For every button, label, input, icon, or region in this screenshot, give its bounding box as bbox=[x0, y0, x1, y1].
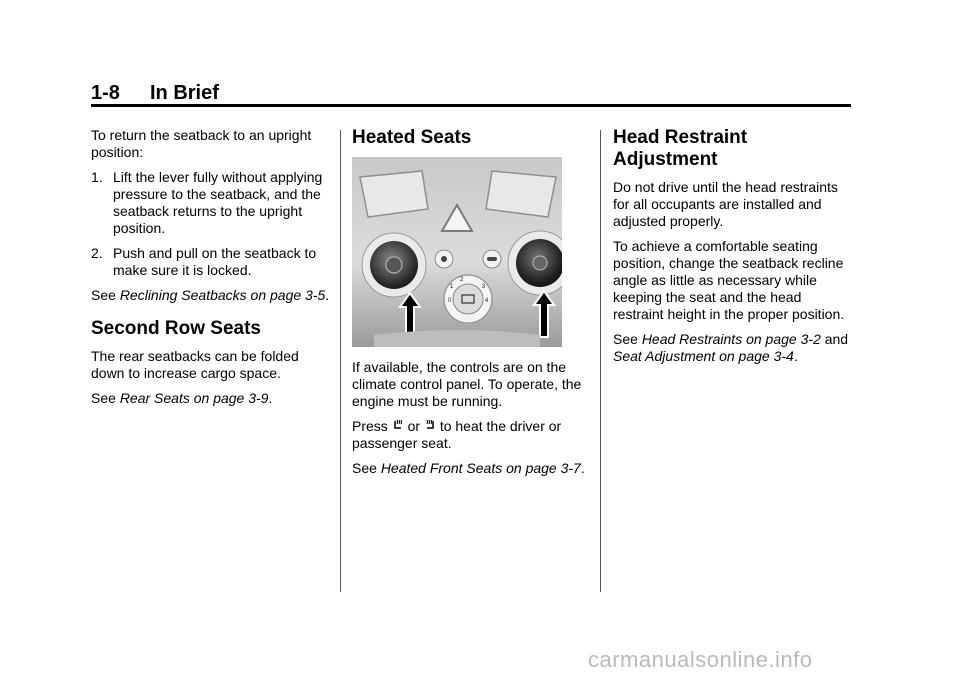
driver-heated-seat-icon bbox=[392, 419, 404, 432]
see-label: See bbox=[91, 287, 116, 303]
head-restraints-link[interactable]: Head Restraints on page 3-2 bbox=[641, 331, 821, 347]
heated-seats-text: If available, the controls are on the climate control panel. To operate, the engine must be running. bbox=[352, 359, 582, 409]
heated-front-seats-link[interactable]: Heated Front Seats on page 3-7 bbox=[380, 460, 581, 476]
see-reference: See Head Restraints on page 3-2 and Seat Adjustment on page 3-4. bbox=[613, 331, 849, 364]
reclining-seatbacks-link[interactable]: Reclining Seatbacks on page 3-5 bbox=[119, 287, 326, 303]
column-divider-1 bbox=[340, 130, 341, 592]
column-divider-2 bbox=[600, 130, 601, 592]
climate-control-panel-figure bbox=[352, 157, 562, 347]
seat-adjustment-link[interactable]: Seat Adjustment on page 3-4 bbox=[613, 348, 794, 364]
fan-label-4: 4 bbox=[485, 298, 489, 304]
see-label: See bbox=[91, 390, 116, 406]
step-text: Lift the lever fully without applying pressure to the seatback, and the seatback returns to the upright position. bbox=[113, 169, 323, 236]
step-number: 2. bbox=[91, 245, 103, 261]
heated-seats-heading: Heated Seats bbox=[352, 127, 472, 148]
fan-label-3: 3 bbox=[482, 284, 486, 290]
fan-label-1: 1 bbox=[450, 284, 454, 290]
second-row-text: The rear seatbacks can be folded down to increase cargo space. bbox=[91, 348, 299, 381]
steps-list bbox=[91, 169, 331, 279]
step-number: 1. bbox=[91, 169, 103, 185]
head-restraint-text-2: To achieve a comfortable seating position, change the seatback recline angle as little as necessary while keeping the seat and the head restraint height in the proper position. bbox=[613, 238, 845, 322]
head-restraint-text-1: Do not drive until the head restraints for all occupants are installed and adjusted properly. bbox=[613, 179, 838, 229]
see-reference: See Reclining Seatbacks on page 3-5. bbox=[91, 287, 330, 303]
see-reference-2: See Rear Seats on page 3-9. bbox=[91, 390, 273, 406]
fan-label-0: 0 bbox=[448, 298, 452, 304]
passenger-heated-seat-icon bbox=[424, 419, 436, 432]
fan-label-2: 2 bbox=[460, 277, 464, 283]
intro-text: To return the seatback to an upright position: bbox=[91, 127, 312, 160]
column-1 bbox=[91, 127, 331, 415]
page-number: 1-8 bbox=[91, 82, 120, 104]
second-row-heading: Second Row Seats bbox=[91, 318, 261, 339]
section-title: In Brief bbox=[150, 82, 219, 104]
see-reference: See Heated Front Seats on page 3-7. bbox=[352, 460, 585, 476]
list-item bbox=[91, 169, 331, 237]
watermark: carmanualsonline.info bbox=[588, 647, 813, 672]
header-rule bbox=[91, 104, 851, 107]
step-text: Push and pull on the seatback to make sure it is locked. bbox=[113, 245, 317, 278]
rear-seats-link[interactable]: Rear Seats on page 3-9 bbox=[119, 390, 269, 406]
column-2 bbox=[352, 127, 592, 485]
head-restraint-heading: Head Restraint Adjustment bbox=[613, 127, 748, 170]
list-item bbox=[91, 245, 331, 279]
page-header bbox=[91, 80, 851, 106]
column-3 bbox=[613, 127, 853, 373]
press-instruction: Press or to heat the driver or passenger seat. bbox=[352, 418, 562, 451]
